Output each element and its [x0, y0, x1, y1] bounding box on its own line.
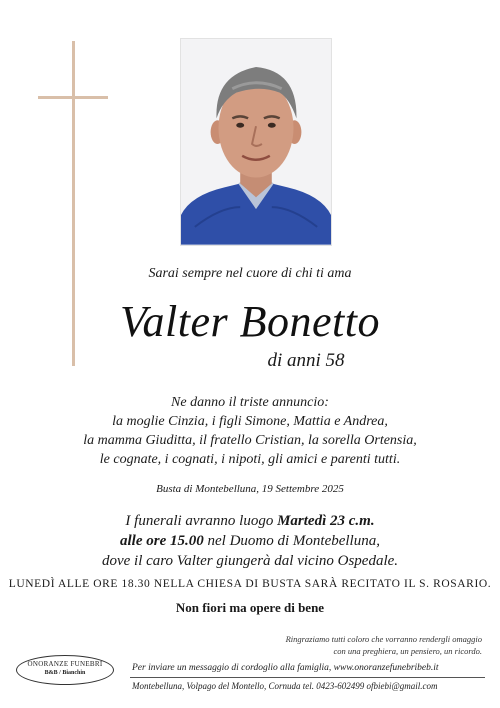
- place-date: Busta di Montebelluna, 19 Settembre 2025: [156, 483, 344, 495]
- logo-line-2: B&B / Bianchin: [44, 670, 86, 676]
- logo-line-1: ONORANZE FUNEBRI: [27, 660, 103, 668]
- funeral-location: nel Duomo di Montebelluna,: [203, 533, 380, 549]
- motto-text: Sarai sempre nel cuore di chi ti ama: [148, 266, 352, 281]
- announcement-line: la mamma Giuditta, il fratello Cristian, la sorella Ortensia,: [83, 433, 417, 448]
- funeral-details: [0, 511, 500, 571]
- footer-divider: [130, 677, 485, 678]
- funeral-day: Martedì 23 c.m.: [277, 513, 375, 529]
- rosary-notice: LUNEDÌ ALLE ORE 18.30 NELLA CHIESA DI BUSTA SARÀ RECITATO IL S. ROSARIO.: [8, 578, 492, 590]
- flowers-notice: Non fiori ma opere di bene: [175, 600, 325, 615]
- cross-horizontal: [38, 96, 108, 99]
- thanks-note: [202, 633, 482, 657]
- portrait-photo: [180, 38, 332, 246]
- thanks-line: con una preghiera, un pensiero, un ricordo.: [333, 646, 482, 656]
- announcement-block: [0, 393, 500, 469]
- funeral-line-3: dove il caro Valter giungerà dal vicino Ospedale.: [101, 553, 399, 569]
- funeral-text: I funerali avranno luogo: [125, 513, 278, 529]
- footer-message-link: Per inviare un messaggio di cordoglio alla famiglia, www.onoranzefunebribeb.it: [132, 663, 439, 673]
- footer-contacts: Montebelluna, Volpago del Montello, Cornuda tel. 0423-602499 ofbiebi@gmail.com: [132, 681, 438, 691]
- announcement-line: la moglie Cinzia, i figli Simone, Mattia e Andrea,: [112, 414, 388, 429]
- deceased-name: Valter Bonetto: [120, 297, 380, 346]
- announcement-line: Ne danno il triste annuncio:: [171, 395, 329, 410]
- person-portrait-icon: [181, 39, 331, 245]
- announcement-line: le cognate, i cognati, i nipoti, gli amici e parenti tutti.: [99, 452, 401, 467]
- funeral-time: alle ore 15.00: [120, 533, 204, 549]
- funeral-home-logo: [16, 655, 114, 685]
- thanks-line: Ringraziamo tutti coloro che vorranno rendergli omaggio: [285, 634, 482, 644]
- deceased-age: di anni 58: [267, 350, 345, 371]
- funeral-line-1: [0, 511, 500, 531]
- funeral-line-2: [0, 531, 500, 551]
